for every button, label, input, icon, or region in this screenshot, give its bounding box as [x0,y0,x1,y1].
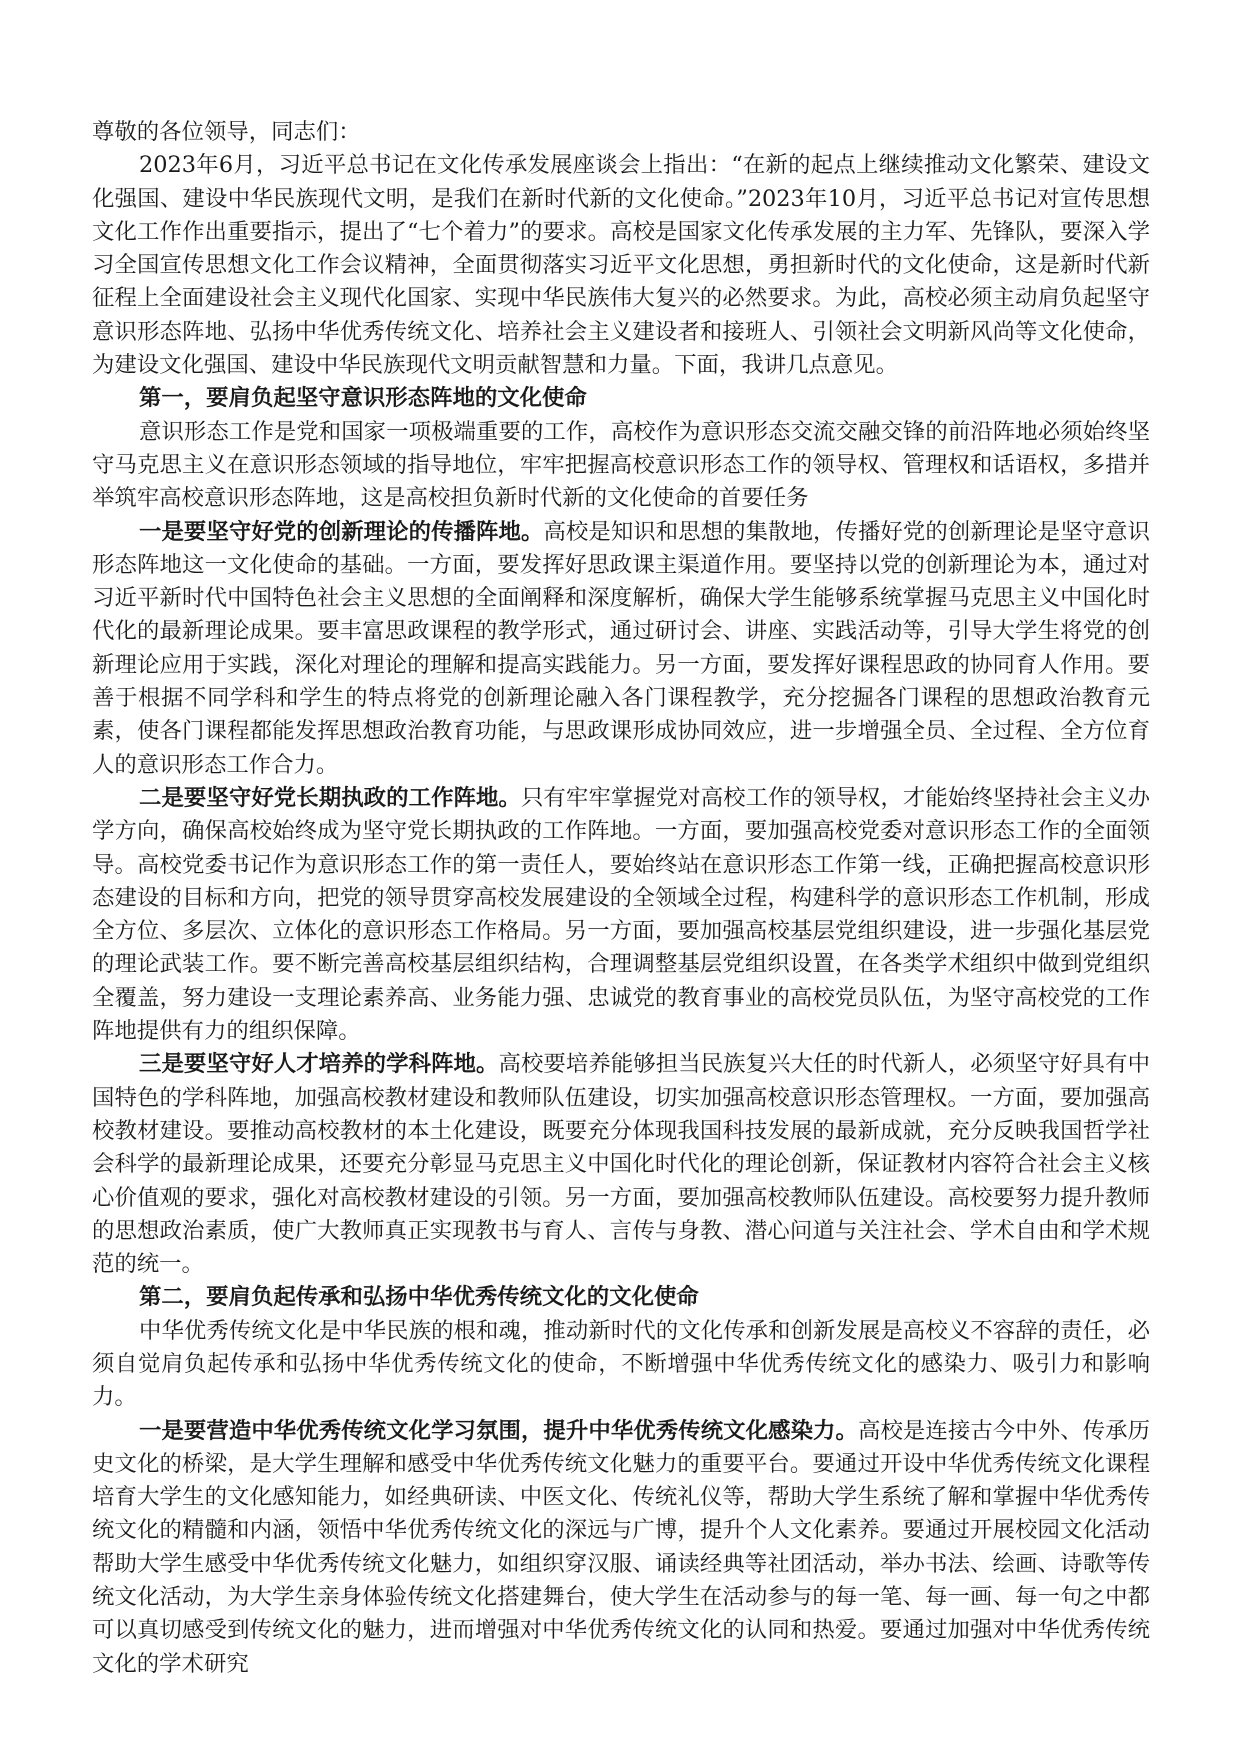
section-1-point-2 [92,782,1150,1048]
point-body: 高校是知识和思想的集散地，传播好党的创新理论是坚守意识形态阵地这一文化使命的基础。一方面，要发挥好思政课主渠道作用。要坚持以党的创新理论为本，通过对习近平新时代中国特色社会主义思想的全面阐释和深度解析，确保大学生能够系统掌握马克思主义中国化时代化的最新理论成果。要丰富思政课程的教学形式，通过研讨会、讲座、实践活动等，引导大学生将党的创新理论应用于实践，深化对理论的理解和提高实践能力。另一方面，要发挥好课程思政的协同育人作用。要善于根据不同学科和学生的特点将党的创新理论融入各门课程教学，充分挖掘各门课程的思想政治教育元素，使各门课程都能发挥思想政治教育功能，与思政课形成协同效应，进一步增强全员、全过程、全方位育人的意识形态工作合力。 [92,518,1151,778]
section-1-point-1 [92,516,1150,782]
point-body: 高校要培养能够担当民族复兴大任的时代新人，必须坚守好具有中国特色的学科阵地，加强高校教材建设和教师队伍建设，切实加强高校意识形态管理权。一方面，要加强高校教材建设。要推动高校教材的本土化建设，既要充分体现我国科技发展的最新成就，充分反映我国哲学社会科学的最新理论成果，还要充分彰显马克思主义中国化时代化的理论创新，保证教材内容符合社会主义核心价值观的要求，强化对高校教材建设的引领。另一方面，要加强高校教师队伍建设。高校要努力提升教师的思想政治素质，使广大教师真正实现教书与育人、言传与身教、潜心问道与关注社会、学术自由和学术规范的统一。 [92,1051,1151,1278]
section-2-point-1 [92,1415,1150,1681]
section-1-intro: 意识形态工作是党和国家一项极端重要的工作，高校作为意识形态交流交融交锋的前沿阵地必须始终坚守马克思主义在意识形态领域的指导地位，牢牢把握高校意识形态工作的领导权、管理权和话语权，多措并举筑牢高校意识形态阵地，这是高校担负新时代新的文化使命的首要任务 [92,418,1150,512]
intro-paragraph: 2023年6月，习近平总书记在文化传承发展座谈会上指出：“在新的起点上继续推动文化繁荣、建设文化强国、建设中华民族现代文明，是我们在新时代新的文化使命。”2023年10月，习近平总书记对宣传思想文化工作作出重要指示，提出了“七个着力”的要求。高校是国家文化传承发展的主力军、先锋队，要深入学习全国宣传思想文化工作会议精神，全面贯彻落实习近平文化思想，勇担新时代的文化使命，这是新时代新征程上全面建设社会主义现代化国家、实现中华民族伟大复兴的必然要求。为此，高校必须主动肩负起坚守意识形态阵地、弘扬中华优秀传统文化、培养社会主义建设者和接班人、引领社会文明新风尚等文化使命，为建设文化强国、建设中华民族现代文明贡献智慧和力量。下面，我讲几点意见。 [92,152,1150,379]
point-lead: 一是要营造中华优秀传统文化学习氛围，提升中华优秀传统文化感染力。 [139,1417,858,1444]
point-lead: 三是要坚守好人才培养的学科阵地。 [139,1051,499,1078]
salutation: 尊敬的各位领导，同志们： [92,119,361,145]
point-lead: 一是要坚守好党的创新理论的传播阵地。 [139,518,544,545]
point-body: 高校是连接古今中外、传承历史文化的桥梁，是大学生理解和感受中华优秀传统文化魅力的重要平台。要通过开设中华优秀传统文化课程培育大学生的文化感知能力，如经典研读、中医文化、传统礼仪等，帮助大学生系统了解和掌握中华优秀传统文化的精髓和内涵，领悟中华优秀传统文化的深远与广博，提升个人文化素养。要通过开展校园文化活动帮助大学生感受中华优秀传统文化魅力，如组织穿汉服、诵读经典等社团活动，举办书法、绘画、诗歌等传统文化活动，为大学生亲身体验传统文化搭建舞台，使大学生在活动参与的每一笔、每一画、每一句之中都可以真切感受到传统文化的魅力，进而增强对中华优秀传统文化的认同和热爱。要通过加强对中华优秀传统文化的学术研究 [92,1417,1151,1677]
point-body: 只有牢牢掌握党对高校工作的领导权，才能始终坚持社会主义办学方向，确保高校始终成为坚守党长期执政的工作阵地。一方面，要加强高校党委对意识形态工作的全面领导。高校党委书记作为意识形态工作的第一责任人，要始终站在意识形态工作第一线，正确把握高校意识形态建设的目标和方向，把党的领导贯穿高校发展建设的全领域全过程，构建科学的意识形态工作机制，形成全方位、多层次、立体化的意识形态工作格局。另一方面，要加强高校基层党组织建设，进一步强化基层党的理论武装工作。要不断完善高校基层组织结构，合理调整基层党组织设置，在各类学术组织中做到党组织全覆盖，努力建设一支理论素养高、业务能力强、忠诚党的教育事业的高校党员队伍，为坚守高校党的工作阵地提供有力的组织保障。 [92,784,1151,1045]
document-page [92,116,1150,1681]
section-2-heading: 第二，要肩负起传承和弘扬中华优秀传统文化的文化使命 [139,1284,699,1311]
section-1-heading: 第一，要肩负起坚守意识形态阵地的文化使命 [139,385,587,412]
section-1-point-3 [92,1048,1150,1281]
section-2-intro: 中华优秀传统文化是中华民族的根和魂，推动新时代的文化传承和创新发展是高校义不容辞的责任，必须自觉肩负起传承和弘扬中华优秀传统文化的使命，不断增强中华优秀传统文化的感染力、吸引力和影响力。 [92,1317,1150,1411]
point-lead: 二是要坚守好党长期执政的工作阵地。 [139,784,521,811]
